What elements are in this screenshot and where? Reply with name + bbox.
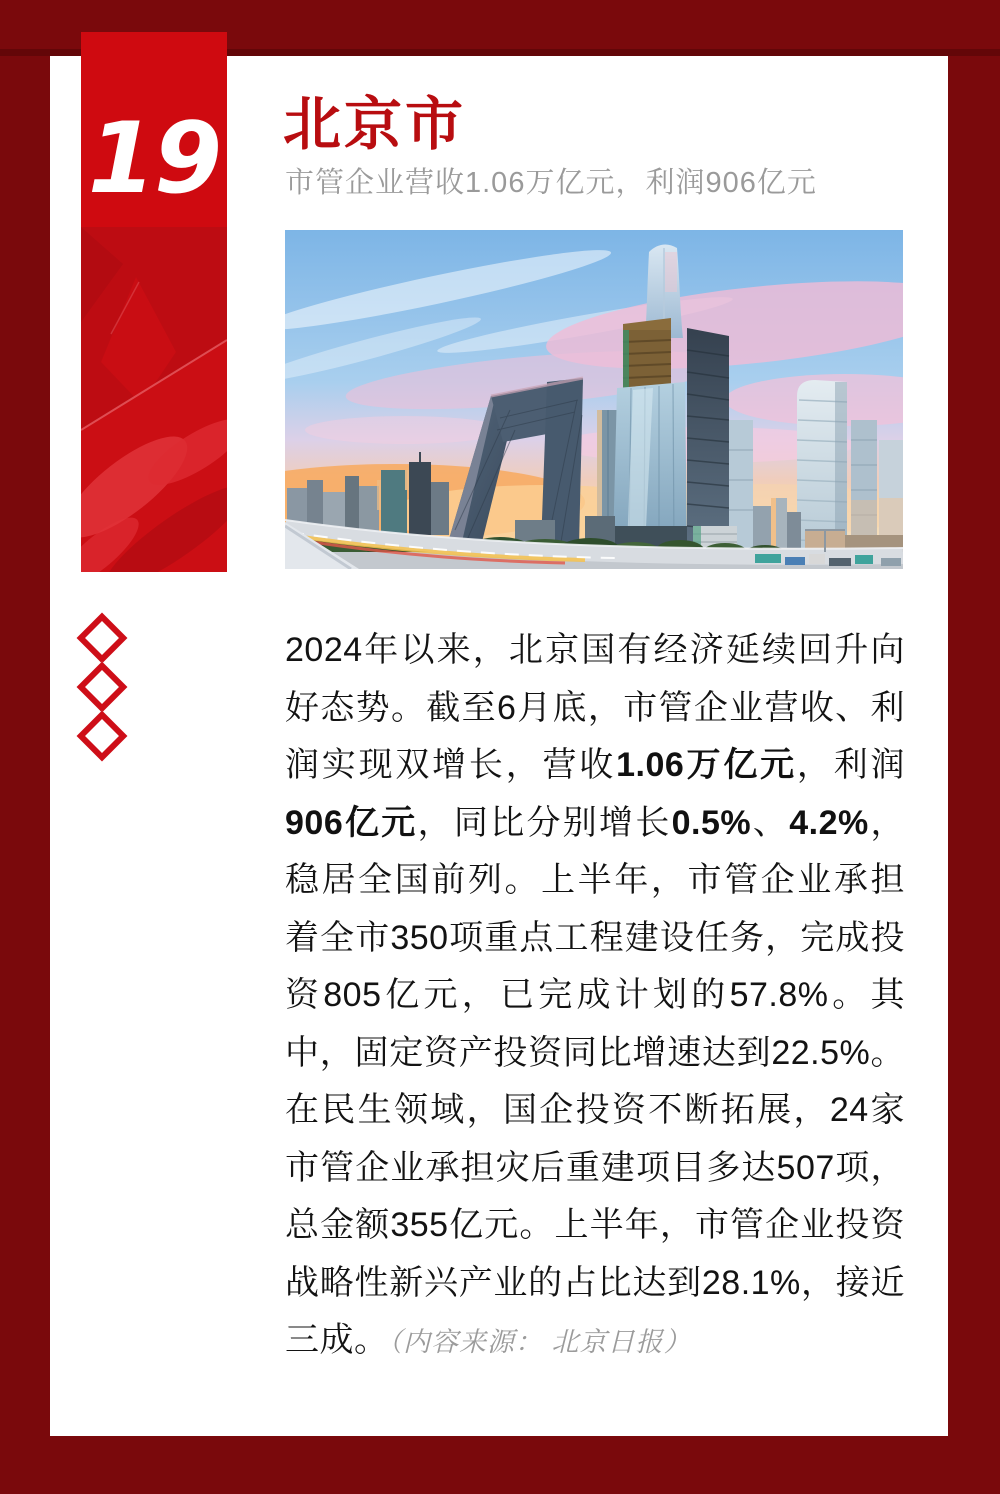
bullet-list	[82, 620, 122, 767]
stat-highlight-growth-1: 0.5%	[671, 803, 752, 842]
diamond-bullet-icon	[77, 662, 128, 713]
stat-highlight-revenue: 1.06万亿元	[616, 746, 797, 784]
beijing-skyline-illustration	[285, 230, 903, 569]
page-title: 北京市	[283, 92, 467, 157]
body-text-segment: 2024年以来，北京国有经济延续回升向好态势。截至6月底，市管企业营收、利润实现双增长，营收	[285, 631, 905, 784]
index-number: 19	[87, 102, 221, 216]
stat-highlight-profit: 906亿元	[285, 803, 418, 842]
body-text-segment: ，稳居全国前列。上半年，市管企业承担着全市350项重点工程建设任务，完成投资805亿元，已完成计划的57.8%。其中，固定资产投资同比增速达到22.5%。在民生领域，国企投资不断拓展，24家市管企业承担灾后重建项目多达507项，总金额355亿元。上半年，市管企业投资战略性新兴产业的占比达到28.1%，接近三成。	[285, 803, 906, 1359]
body-text-segment: 、	[751, 803, 790, 842]
stat-highlight-growth-2: 4.2%	[789, 803, 869, 842]
diamond-bullet-icon	[77, 711, 128, 762]
index-banner	[81, 32, 227, 572]
article-text	[285, 622, 905, 1372]
skyline-photo	[285, 230, 903, 569]
source-note: （内容来源： 北京日报）	[388, 1327, 692, 1357]
diamond-bullet-icon	[77, 613, 128, 664]
page-subtitle: 市管企业营收1.06万亿元，利润906亿元	[285, 167, 817, 199]
body-text-segment: ，同比分别增长	[417, 803, 672, 842]
body-text-segment: ，利润	[796, 746, 905, 784]
